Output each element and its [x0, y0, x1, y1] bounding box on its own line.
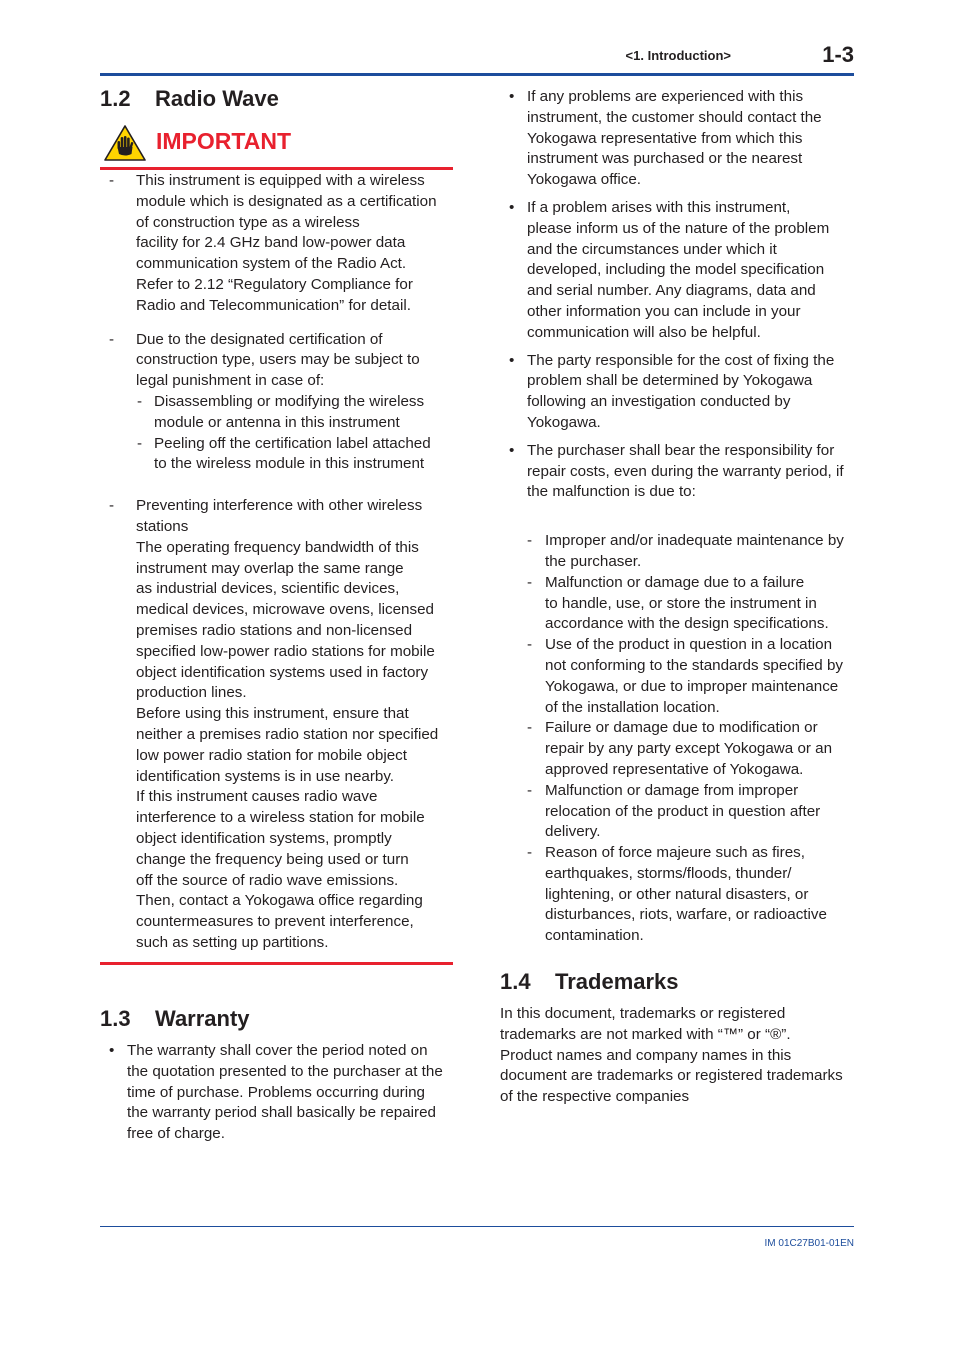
section-title: Warranty	[155, 1006, 250, 1031]
warning-hand-icon	[103, 124, 147, 162]
sub-list-item: - Peeling off the certification label attached to the wireless module in this instrument	[137, 434, 431, 473]
sub-list-item: - Improper and/or inadequate maintenance by the purchaser.	[527, 532, 844, 570]
bullet-item: • If a problem arises with this instrument, please inform us of the nature of the problem and the circumstances under which it developed, including the model specification and serial number. Any diagrams, data and other information you can include in your communication will also be helpful.	[509, 198, 830, 341]
warranty-exclusions	[500, 531, 860, 947]
bullet-item: • The party responsible for the cost of fixing the problem shall be determined by Yokogawa following an investigation conducted by Yokogawa.	[509, 351, 835, 431]
trademarks-body: In this document, trademarks or registered trademarks are not marked with “™” or “®”. Product names and company names in this document are trademarks or registered trademarks of the respective companies	[500, 1005, 843, 1106]
running-header-chapter: <1. Introduction>	[625, 48, 731, 63]
section-heading-trademarks	[500, 969, 679, 995]
section-title: Radio Wave	[155, 86, 279, 111]
important-body	[100, 171, 455, 954]
sub-list-item: - Malfunction or damage from improper relocation of the product in question after delivery.	[527, 781, 821, 841]
warranty-body-left	[100, 1041, 455, 1145]
warranty-body-right	[500, 87, 860, 947]
list-item: - Due to the designated certification of construction type, users may be subject to legal punishment in case of: - Disassembling or modifying the wireless module or antenna in this instrument - Peeling off the certification label attached to the wireless module in this instrument	[100, 330, 455, 476]
bullet-item: • The purchaser shall bear the responsibility for repair costs, even during the warranty period, if the malfunction is due to:	[509, 441, 844, 501]
section-title: Trademarks	[555, 969, 679, 994]
footer-rule	[100, 1226, 854, 1227]
section-heading-radio-wave	[100, 86, 279, 112]
important-bottom-rule	[100, 962, 453, 965]
section-heading-warranty	[100, 1006, 250, 1032]
sub-list-item: - Failure or damage due to modification or repair by any party except Yokogawa or an approved representative of Yokogawa.	[527, 719, 833, 778]
sub-list-item: - Use of the product in question in a location not conforming to the standards specified by Yokogawa, or due to improper maintenance of the installation location.	[527, 636, 844, 716]
sub-list-item: - Reason of force majeure such as fires, earthquakes, storms/floods, thunder/ lightening, or other natural disasters, or disturbances, riots, warfare, or radioactive contamination.	[527, 844, 827, 945]
page-number: 1-3	[822, 42, 854, 67]
header-rule	[100, 73, 854, 76]
bullet-item: • The warranty shall cover the period noted on the quotation presented to the purchaser at the time of purchase. Problems occurring during the warranty period shall basically be repaired free of charge.	[109, 1042, 443, 1143]
document-id: IM 01C27B01-01EN	[764, 1238, 854, 1249]
section-number: 1.3	[100, 1006, 131, 1031]
bullet-item: • If any problems are experienced with this instrument, the customer should contact the Yokogawa representative from which this instrument was purchased or the nearest Yokogawa office.	[509, 88, 822, 189]
sub-list-item: - Malfunction or damage due to a failure to handle, use, or store the instrument in accordance with the design specifications.	[527, 573, 829, 633]
section-number: 1.4	[500, 969, 531, 994]
list-item: - Preventing interference with other wireless stations The operating frequency bandwidth of this instrument may overlap the same range as industrial devices, scientific devices, medical devices, microwave ovens, licensed premises radio stations and non-licensed specified low-power radio stations for mobile object identification systems used in factory production lines. Before using this instrument, ensure that neither a premises radio station nor specified low power radio station for mobile object identification systems is in use nearby. If this instrument causes radio wave interference to a wireless station for mobile object identification systems, promptly change the frequency being used or turn off the source of radio wave emissions. Then, contact a Yokogawa office regarding countermeasures to prevent interference, such as setting up partitions.	[109, 497, 439, 951]
list-item: - This instrument is equipped with a wireless module which is designated as a certification of construction type as a wireless facility for 2.4 GHz band low-power data communication system of the Radio Act. Refer to 2.12 “Regulatory Compliance for Radio and Telecommunication” for detail.	[109, 172, 437, 314]
important-title: IMPORTANT	[156, 128, 292, 154]
section-number: 1.2	[100, 86, 131, 111]
important-top-rule	[100, 167, 453, 170]
sub-list-item: - Disassembling or modifying the wireless module or antenna in this instrument	[137, 392, 425, 431]
